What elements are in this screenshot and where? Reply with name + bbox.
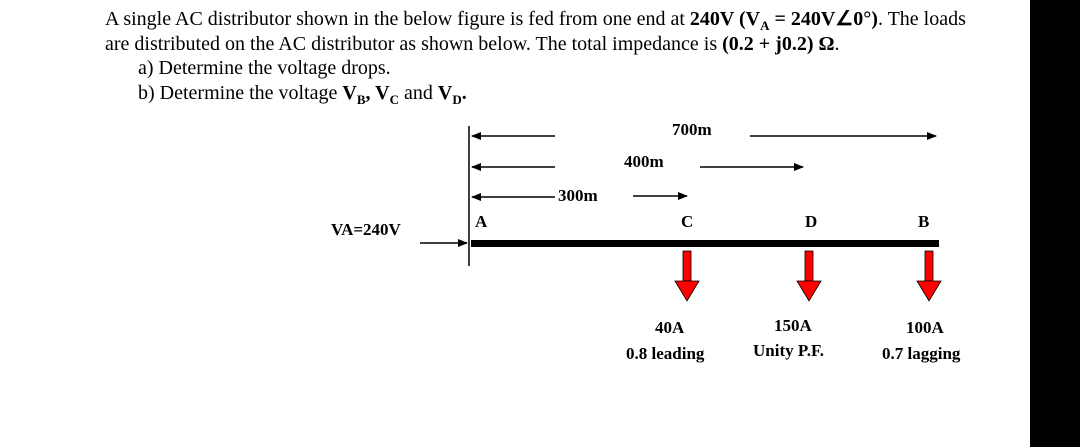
load-b-pf: 0.7 lagging (882, 344, 961, 363)
line2-post: . (834, 33, 840, 55)
load-d-pf: Unity P.F. (753, 341, 825, 360)
load-c-current: 40A (655, 318, 685, 337)
dim-700-label: 700m (672, 120, 712, 139)
line1-sub: A (760, 18, 770, 33)
vc-symbol: , V (365, 82, 390, 104)
node-d-label: D (805, 212, 818, 231)
node-c-label: C (681, 212, 694, 231)
load-arrow-d (797, 251, 821, 301)
load-b-current: 100A (906, 318, 944, 337)
line1-post: . The loads (877, 8, 966, 30)
impedance-value: (0.2 + j0.2) Ω (722, 33, 835, 55)
vb-symbol: V (342, 82, 357, 104)
line1-text: A single AC distributor shown in the below figure is fed from one end at (105, 8, 690, 30)
line1-bold2: = 240V∠0°) (769, 8, 878, 30)
dim-300-label: 300m (558, 186, 598, 205)
vd-symbol: V (437, 82, 453, 104)
vc-sub: C (389, 92, 399, 107)
load-c-pf: 0.8 leading (626, 344, 705, 363)
load-d-current: 150A (774, 316, 812, 335)
line1-bold: 240V (V (689, 8, 761, 30)
dim-400-label: 400m (624, 152, 664, 171)
node-a-label: A (475, 212, 488, 231)
question-b-end: . (461, 82, 467, 104)
vd-sub: D (452, 92, 462, 107)
node-b-label: B (918, 212, 930, 231)
load-arrow-c (675, 251, 699, 301)
distributor-bus (471, 240, 939, 247)
question-a-text: a) Determine the voltage drops. (138, 57, 391, 79)
vb-sub: B (356, 92, 366, 107)
load-arrow-b (917, 251, 941, 301)
source-voltage-label: VA=240V (331, 220, 401, 239)
and-text: and (398, 82, 438, 104)
question-b-text: b) Determine the voltage (138, 82, 343, 104)
line2-text: are distributed on the AC distributor as shown below. The total impedance is (105, 33, 723, 55)
